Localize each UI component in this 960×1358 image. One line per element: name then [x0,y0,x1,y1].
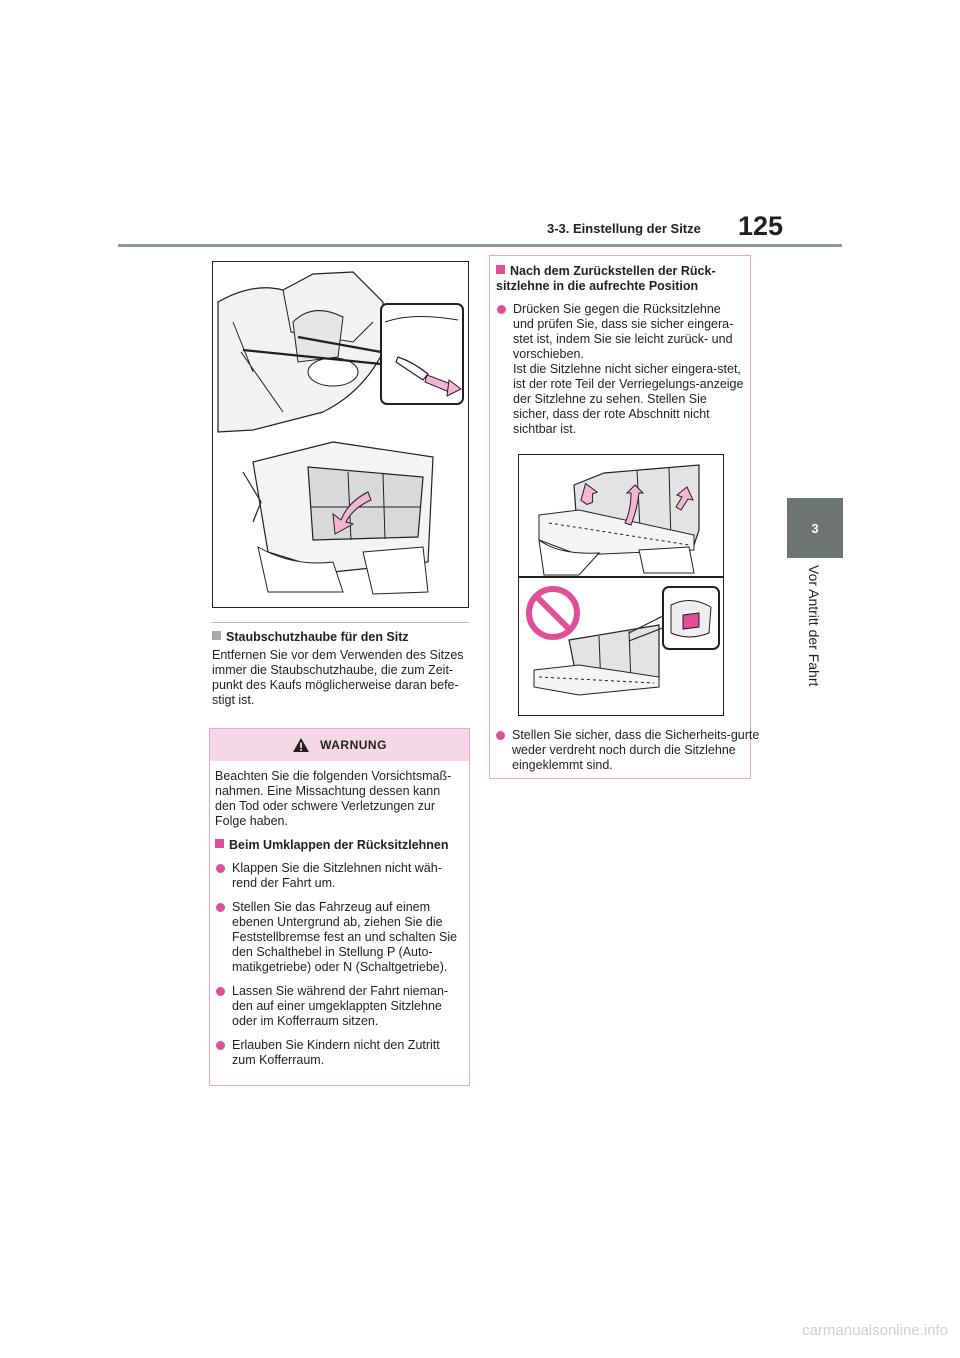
bullet-dot-icon [216,903,225,912]
seatback-lock-illustration [518,454,724,716]
page-number: 125 [738,211,784,241]
rear-seat-folding-illustration [212,261,469,608]
upright-bullet: Stellen Sie sicher, dass die Sicherheits-gurte weder verdreht noch durch die Sitzlehne eingeklemmt sind. [495,728,762,773]
bullet-dot-icon [216,1041,225,1050]
bullet-dot-icon [216,987,225,996]
warning-label: WARNUNG [320,738,387,752]
upright-heading: Nach dem Zurückstellen der Rück-sitzlehne in die aufrechte Position [496,264,716,293]
warning-bullet: Klappen Sie die Sitzlehnen nicht wäh-rend der Fahrt um. [215,861,464,891]
chapter-tab-label: Vor Antritt der Fahrt [806,565,822,687]
section-title: 3-3. Einstellung der Sitze [547,221,701,236]
warning-intro: Beachten Sie die folgenden Vorsichtsmaß-nahmen. Eine Missachtung dessen kann den Tod oder schwere Verletzungen zur Folge haben. [215,769,452,828]
warning-header [210,729,469,761]
bullet-dot-icon [497,305,506,314]
warning-triangle-icon [292,737,310,753]
square-bullet-icon [496,265,505,274]
warning-subheading: Beim Umklappen der Rücksitzlehnen [215,838,464,853]
warning-bullet: Stellen Sie das Fahrzeug auf einem ebenen Untergrund ab, ziehen Sie die Feststellbremse fest an und schalten Sie den Schalthebel in Stellung P (Auto-matikgetriebe) oder N (Schaltgetriebe). [215,900,464,975]
square-bullet-icon [215,839,224,848]
section-separator [212,622,469,623]
warning-bullet: Erlauben Sie Kindern nicht den Zutritt zum Kofferraum. [215,1038,464,1068]
dust-cover-text: Entfernen Sie vor dem Verwenden des Sitzes immer die Staubschutzhaube, die zum Zeit-punkt des Kaufs möglicherweise daran befe-stigt ist. [212,648,464,707]
chapter-tab[interactable]: 3 [787,498,843,558]
warning-box [209,728,470,1086]
bullet-dot-icon [496,731,505,740]
dust-cover-heading: Staubschutzhaube für den Sitz [212,630,472,645]
header-rule [118,244,842,247]
upright-bullet: Drücken Sie gegen die Rücksitzlehne und prüfen Sie, dass sie sicher eingera-stet ist, indem Sie sie leicht zurück- und vorschieben. [496,302,744,362]
square-bullet-icon [212,631,221,640]
upright-bullet-extra: Ist die Sitzlehne nicht sicher eingera-stet, ist der rote Teil der Verriegelungs-anzeige der Sitzlehne zu sehen. Stellen Sie sicher, dass der rote Abschnitt nicht sichtbar ist. [513,362,744,436]
warning-bullet: Lassen Sie während der Fahrt nieman-den auf einer umgeklappten Sitzlehne oder im Kofferraum sitzen. [215,984,464,1029]
bullet-dot-icon [216,864,225,873]
watermark: carmanualsonline.info [802,1322,948,1339]
